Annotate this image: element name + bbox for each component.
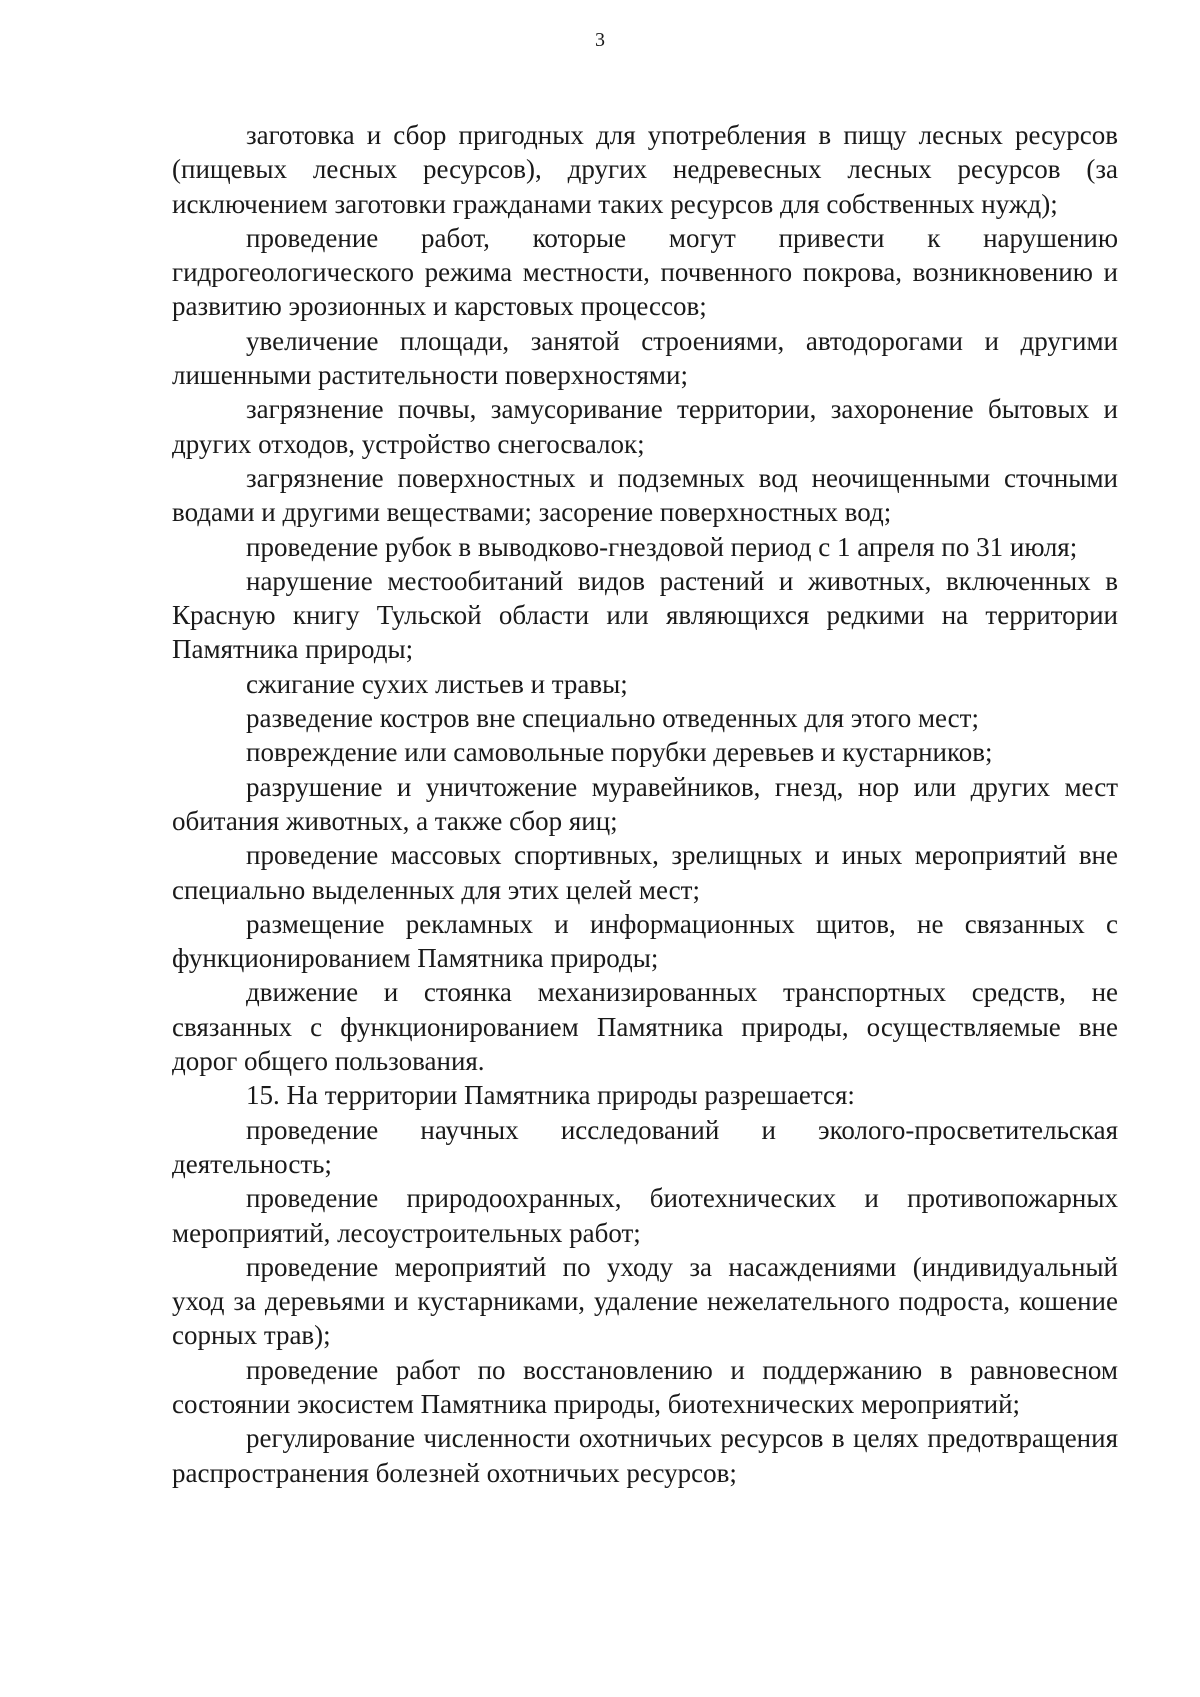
paragraph-7: нарушение местообитаний видов растений и животных, включенных в Красную книгу Тульской области или являющихся редкими на территории Памятника природы; [172, 565, 1118, 665]
paragraph-14: движение и стоянка механизированных транспортных средств, не связанных с функционированием Памятника природы, осуществляемые вне дорог общего пользования. [172, 977, 1118, 1077]
paragraph-5: загрязнение поверхностных и подземных вод неочищенными сточными водами и другими веществами; засорение поверхностных вод; [172, 462, 1118, 528]
paragraph-2: проведение работ, которые могут привести к нарушению гидрогеологического режима местности, почвенного покрова, возникновению и развитию эрозионных и карстовых процессов; [172, 222, 1118, 322]
paragraph-8: сжигание сухих листьев и травы; [246, 668, 628, 699]
paragraph-6: проведение рубок в выводково-гнездовой период с 1 апреля по 31 июля; [246, 531, 1078, 562]
paragraph-19: проведение работ по восстановлению и поддержанию в равновесном состоянии экосистем Памятника природы, биотехнических мероприятий; [172, 1354, 1118, 1419]
paragraph-4: загрязнение почвы, замусоривание территории, захоронение бытовых и других отходов, устройство снегосвалок; [172, 394, 1118, 459]
page-number: 3 [595, 29, 605, 51]
paragraph-9: разведение костров вне специально отведенных для этого мест; [246, 703, 979, 734]
paragraph-13: размещение рекламных и информационных щитов, не связанных с функционированием Памятника природы; [172, 908, 1118, 974]
paragraph-11: разрушение и уничтожение муравейников, гнезд, нор или других мест обитания животных, а также сбор яиц; [172, 771, 1118, 836]
paragraph-10: повреждение или самовольные порубки деревьев и кустарников; [246, 737, 993, 768]
paragraph-18: проведение мероприятий по уходу за насаждениями (индивидуальный уход за деревьями и кустарниками, удаление нежелательного подроста, кошение сорных трав); [172, 1251, 1118, 1351]
paragraph-20: регулирование численности охотничьих ресурсов в целях предотвращения распространения болезней охотничьих ресурсов; [172, 1423, 1118, 1488]
paragraph-16: проведение научных исследований и эколого-просветительская деятельность; [172, 1114, 1118, 1179]
document-body [172, 118, 1118, 1490]
paragraph-3: увеличение площади, занятой строениями, автодорогами и другими лишенными растительности поверхностями; [172, 325, 1118, 391]
paragraph-17: проведение природоохранных, биотехнических и противопожарных мероприятий, лесоустроительных работ; [172, 1183, 1118, 1248]
paragraph-12: проведение массовых спортивных, зрелищных и иных мероприятий вне специально выделенных для этих целей мест; [172, 840, 1118, 905]
paragraph-1: заготовка и сбор пригодных для употребления в пищу лесных ресурсов (пищевых лесных ресурсов), других недревесных лесных ресурсов (за исключением заготовки гражданами таких ресурсов для собственных нужд); [172, 120, 1118, 219]
section-15-heading: 15. На территории Памятника природы разрешается: [246, 1080, 855, 1111]
